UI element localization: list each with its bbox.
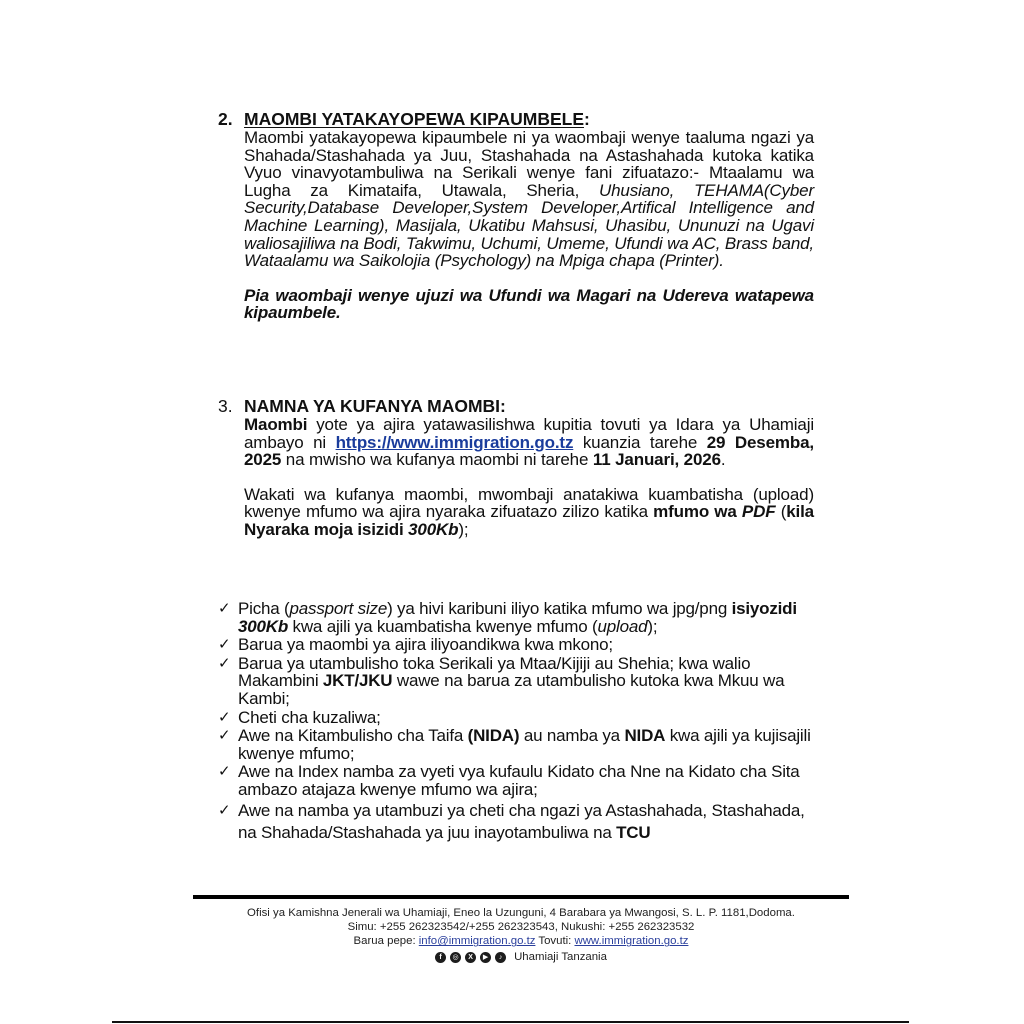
tiktok-icon[interactable]: ♪: [495, 952, 506, 963]
social-handle: Uhamiaji Tanzania: [514, 951, 607, 964]
section-heading: [218, 110, 814, 129]
phone-fax: Simu: +255 262323542/+255 262323543, Nukushi: +255 262323532: [347, 921, 695, 934]
email-label: Barua pepe:: [353, 935, 419, 948]
youtube-icon[interactable]: ▶: [480, 952, 491, 963]
text: Wakati wa kufanya maombi, mwombaji anatakiwa kuambatisha (upload) kwenye mfumo wa ajira nyaraka zifuatazo zilizo katika: [244, 484, 814, 522]
text: .: [720, 450, 726, 470]
text: );: [458, 519, 469, 539]
checklist-item-photo: [218, 600, 818, 635]
footer-divider: [193, 895, 849, 899]
intro-text: Maombi yatakayopewa kipaumbele ni ya waombaji wenye taaluma ngazi ya Shahada/Stashahada ya Juu, Stashahada na Astashahada kutoka katika Vyuo vinavyotambuliwa na Serikali wenye fani zifuatazo:- Mtaalamu wa Lugha za Kimataifa, Utawala, Sheria,: [244, 128, 814, 200]
priority-fields-paragraph: [244, 129, 814, 270]
text: Awe na Kitambulisho cha Taifa: [238, 726, 468, 746]
text: Picha (: [238, 599, 290, 618]
section-priority-applications: [218, 110, 814, 322]
text: na mwisho wa kufanya maombi ni tarehe: [281, 450, 593, 470]
text: passport size: [289, 599, 388, 618]
checklist-item-birth-certificate: [218, 709, 818, 727]
text: JKT/JKU: [322, 671, 393, 691]
text: ) ya hivi karibuni iliyo katika mfumo wa jpg/png: [387, 599, 732, 618]
text: wawe na barua za utambulisho kutoka kwa Mkuu wa Kambi;: [238, 671, 785, 708]
facebook-icon[interactable]: f: [435, 952, 446, 963]
checkmark-icon: ✓: [218, 600, 231, 617]
start-date: 29 Desemba, 2025: [244, 432, 814, 470]
website-link[interactable]: www.immigration.go.tz: [574, 935, 689, 948]
section-how-to-apply: [218, 397, 814, 539]
text: NIDA: [624, 726, 666, 746]
immigration-website-link[interactable]: https://www.immigration.go.tz: [335, 432, 574, 452]
section-number: 3.: [218, 396, 233, 416]
text: yote ya ajira yatawasilishwa kupitia tovuti ya Idara ya Uhamiaji ambayo ni: [244, 415, 814, 452]
fields-list-text: Uhusiano, TEHAMA(Cyber Security,Database Developer,System Developer,Artifical Intelligence and Machine Learning), Masijala, Ukatibu Mahsusi, Uhasibu, Ununuzi na Ugavi waliosajiliwa na Bodi, Takwimu, Uchumi, Umeme, Ufundi wa AC, Brass band, Wataalamu wa Saikolojia (Psychology) na Mpiga chapa (Printer).: [244, 180, 814, 271]
section-heading: [218, 397, 814, 416]
text: kuanzia tarehe: [573, 432, 707, 452]
application-portal-paragraph: [244, 416, 814, 469]
text: upload: [597, 616, 648, 636]
end-date: 11 Januari, 2026: [592, 450, 721, 470]
checklist-item-certificate-number: [218, 800, 818, 844]
checklist-item-national-id: [218, 727, 818, 762]
text: kwa ajili ya kuambatisha kwenye mfumo (: [288, 616, 598, 636]
bottom-divider: [112, 1021, 909, 1023]
text: TCU: [616, 822, 651, 842]
text: au namba ya: [519, 726, 625, 746]
size-value: 300Kb: [408, 519, 459, 539]
social-media-row: [435, 950, 607, 964]
required-documents-checklist: [218, 600, 818, 845]
text: Cheti cha kuzaliwa;: [238, 707, 381, 727]
checkmark-icon: ✓: [218, 636, 231, 654]
format-label: mfumo wa: [653, 502, 742, 522]
section-title: MAOMBI YATAKAYOPEWA KIPAUMBELE: [244, 109, 584, 129]
instagram-icon[interactable]: ◎: [450, 952, 461, 963]
checklist-item-introduction-letter: [218, 655, 818, 708]
checklist-item-application-letter: [218, 636, 818, 654]
text: Barua ya utambulisho toka Serikali ya Mtaa/Kijiji au Shehia; kwa walio Makambini: [238, 653, 751, 691]
upload-requirements-paragraph: [244, 486, 814, 539]
priority-note: Pia waombaji wenye ujuzi wa Ufundi wa Magari na Udereva watapewa kipaumbele.: [244, 285, 814, 323]
text: 300Kb: [238, 616, 289, 636]
checklist-item-index-numbers: [218, 763, 818, 798]
title-colon: :: [584, 109, 590, 129]
office-address: Ofisi ya Kamishna Jenerali wa Uhamiaji, Eneo la Uzunguni, 4 Barabara ya Mwangosi, S. L. P. 1181,Dodoma.: [247, 907, 795, 919]
text: Awe na Index namba za vyeti vya kufaulu Kidato cha Nne na Kidato cha Sita ambazo atajaza kwenye mfumo wa ajira;: [238, 762, 800, 799]
section-title: NAMNA YA KUFANYA MAOMBI:: [244, 396, 506, 416]
text: );: [647, 616, 658, 636]
section-number: 2.: [218, 109, 233, 129]
text: (: [775, 502, 787, 522]
size-label: kila Nyaraka moja isizidi: [244, 502, 814, 539]
text: kwa ajili ya kujisajili kwenye mfumo;: [238, 726, 811, 763]
website-label: Tovuti:: [535, 935, 575, 948]
checkmark-icon: ✓: [218, 763, 231, 781]
text: Barua ya maombi ya ajira iliyoandikwa kwa mkono;: [238, 635, 613, 655]
text: (NIDA): [467, 726, 520, 746]
checkmark-icon: ✓: [218, 708, 231, 726]
contact-line: [193, 934, 849, 948]
letterhead-footer: [193, 906, 849, 964]
checkmark-icon: ✓: [218, 654, 231, 672]
format-value: PDF: [741, 502, 776, 522]
x-icon[interactable]: X: [465, 952, 476, 963]
text: Awe na namba ya utambuzi ya cheti cha ngazi ya Astashahada, Stashahada, na Shahada/Stashahada ya juu inayotambuliwa na: [238, 800, 805, 842]
text: isiyozidi: [731, 599, 797, 618]
checkmark-icon: ✓: [218, 801, 231, 819]
checkmark-icon: ✓: [218, 727, 231, 745]
email-link[interactable]: info@immigration.go.tz: [418, 935, 536, 948]
lead-word: Maombi: [244, 415, 308, 434]
